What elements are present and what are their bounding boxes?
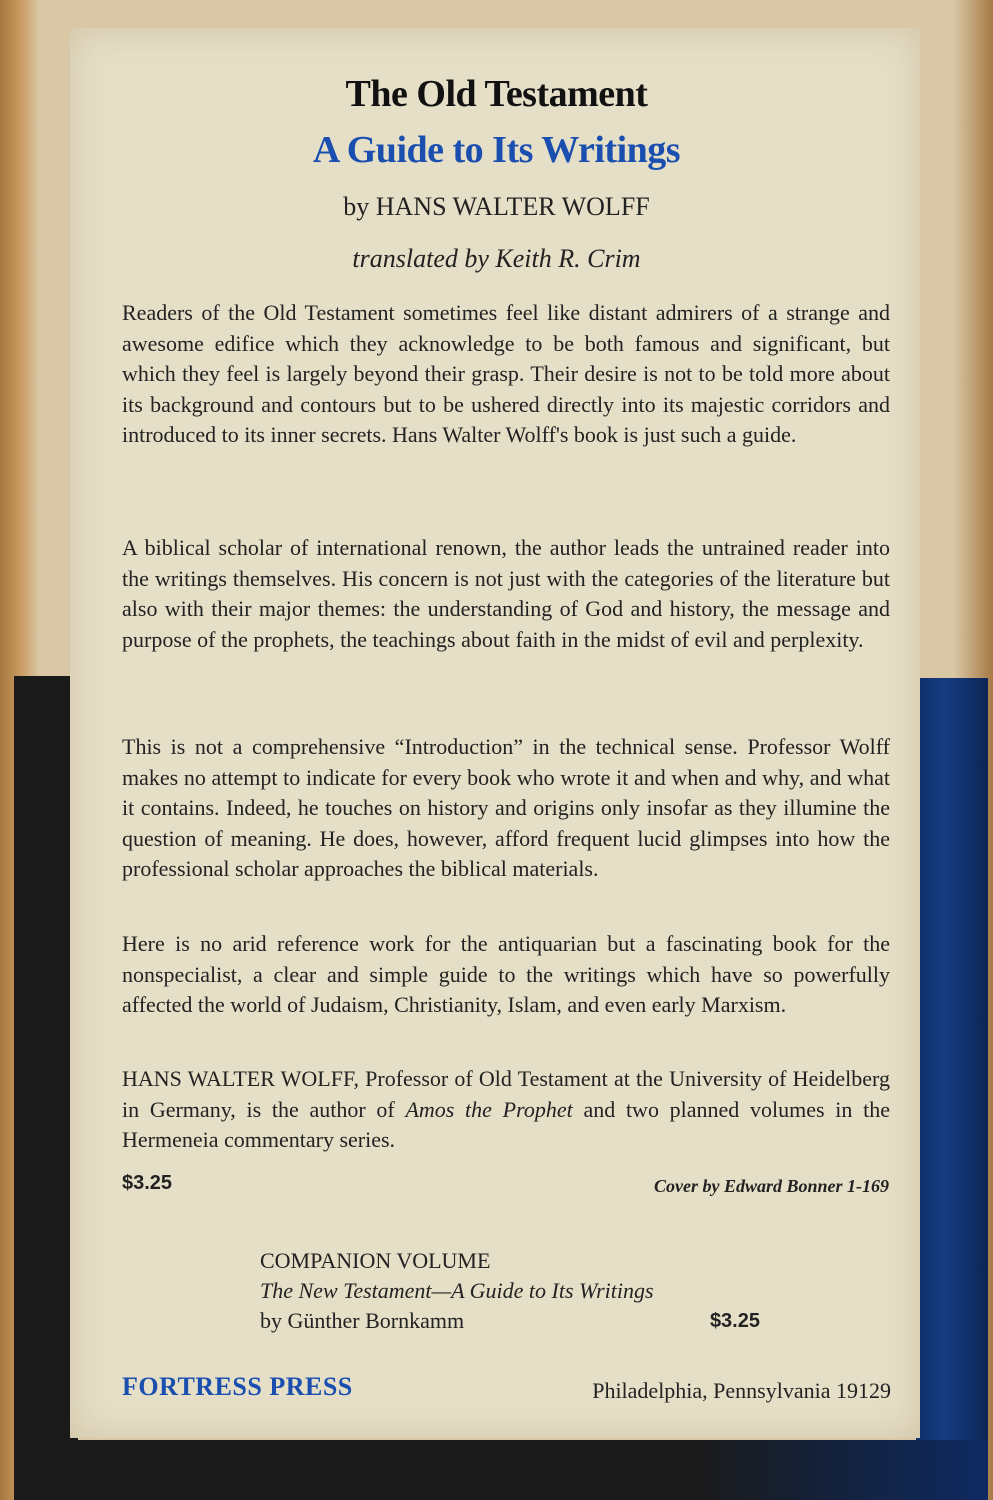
blue-cover-band: [916, 678, 988, 1500]
author-bio: [122, 1064, 890, 1156]
cover-credit: Cover by Edward Bonner 1-169: [653, 1176, 889, 1196]
publisher: FORTRESS PRESS: [122, 1372, 353, 1401]
companion-price: $3.25: [709, 1310, 760, 1332]
description-paragraph-1: Readers of the Old Testament sometimes feel like distant admirers of a strange and awesome edifice which they acknowledge to be both famous and significant, but which they feel is largely beyond their grasp. Their desire is not to be told more about its background and contours but to be ushered directly into its majestic corridors and introduced to its inner secrets. Hans Walter Wolff's book is just such a guide.: [122, 300, 890, 447]
companion-heading: COMPANION VOLUME: [260, 1248, 491, 1273]
bottom-cover-band: [14, 1440, 988, 1500]
publisher-address: Philadelphia, Pennsylvania 19129: [592, 1378, 891, 1403]
author-line: by HANS WALTER WOLFF: [343, 192, 650, 221]
companion-volume: [260, 1246, 760, 1336]
description-paragraph-4: Here is no arid reference work for the antiquarian but a fascinating book for the nonspecialist, a clear and simple guide to the writings which have so powerfully affected the world of Judaism, Christianity, Islam, and even early Marxism.: [122, 931, 890, 1017]
black-cover-band: [14, 676, 78, 1500]
book-subtitle: A Guide to Its Writings: [312, 129, 681, 171]
book-title: The Old Testament: [345, 73, 648, 115]
bio-text-end: and two planned volumes in the Hermeneia commentary series.: [122, 1096, 891, 1152]
description-paragraph-2: A biblical scholar of international renown, the author leads the untrained reader into the writings themselves. His concern is not just with the categories of the literature but also with their major themes: the understanding of God and history, the message and purpose of the prophets, the teachings about faith in the midst of evil and perplexity.: [122, 535, 890, 652]
description-paragraph-3: This is not a comprehensive “Introduction” in the technical sense. Professor Wolff makes no attempt to indicate for every book who wrote it and when and why, and what it contains. Indeed, he touches on history and origins only insofar as they illumine the question of meaning. He does, however, afford frequent lucid glimpses into how the professional scholar approaches the biblical materials.: [122, 734, 890, 881]
companion-title: The New Testament—A Guide to Its Writings: [260, 1278, 654, 1303]
price: $3.25: [122, 1172, 173, 1194]
companion-author: by Günther Bornkamm: [260, 1308, 465, 1333]
bio-text-start: HANS WALTER WOLFF, Professor of Old Testament at the University of Heidelberg in Germany, is the author of: [122, 1066, 890, 1122]
translator-line: translated by Keith R. Crim: [352, 244, 641, 273]
bio-book-title: Amos the Prophet: [405, 1096, 573, 1122]
